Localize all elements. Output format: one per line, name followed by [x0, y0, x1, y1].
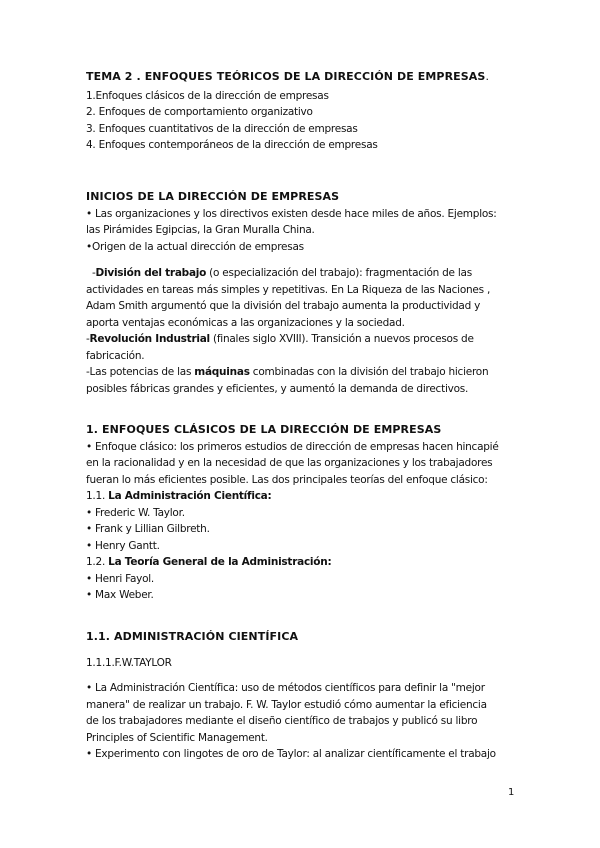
toc-item: 3. Enfoques cuantitativos de la dirección de empresas	[86, 122, 358, 135]
maquinas-line: -Las potencias de las máquinas combinadas con la división del trabajo hicieron	[86, 366, 489, 378]
subsection-heading: 1.2. La Teoría General de la Administración:	[86, 556, 332, 568]
section-cientifica	[86, 629, 526, 763]
toc-item: 2. Enfoques de comportamiento organizativo	[86, 106, 313, 118]
paragraph-line: • La Administración Científica: uso de métodos científicos para definir la "mejor	[86, 682, 485, 694]
list-item: • Henri Fayol.	[86, 572, 155, 585]
list-item: • Frederic W. Taylor.	[86, 506, 185, 519]
paragraph-line: en la racionalidad y en la necesidad de que las organizaciones y los trabajadores	[86, 457, 493, 469]
paragraph-line: aporta ventajas económicas a las organizaciones y la sociedad.	[86, 316, 405, 329]
paragraph-line: posibles fábricas grandes y eficientes, y aumentó la demanda de directivos.	[86, 382, 469, 395]
section-heading: 1.1. ADMINISTRACIÓN CIENTÍFICA	[86, 630, 299, 643]
section-heading: 1. ENFOQUES CLÁSICOS DE LA DIRECCIÓN DE EMPRESAS	[86, 423, 442, 436]
toc-item: 4. Enfoques contemporáneos de la dirección de empresas	[86, 139, 378, 151]
document-title: TEMA 2 . ENFOQUES TEÓRICOS DE LA DIRECCIÓN DE EMPRESAS.	[86, 70, 490, 83]
paragraph-line: fabricación.	[86, 349, 145, 362]
paragraph-line: manera" de realizar un trabajo. F. W. Taylor estudió cómo aumentar la eficiencia	[86, 698, 487, 711]
section-clasicos	[86, 422, 526, 604]
title-block	[86, 69, 526, 154]
section-heading: INICIOS DE LA DIRECCIÓN DE EMPRESAS	[86, 190, 340, 203]
section-inicios	[86, 189, 526, 397]
subsection-heading: 1.1. La Administración Científica:	[86, 490, 272, 502]
paragraph-line: fueran lo más eficientes posible. Las dos principales teorías del enfoque clásico:	[86, 473, 488, 486]
paragraph-line: Adam Smith argumentó que la división del trabajo aumenta la productividad y	[86, 300, 481, 312]
list-item: • Henry Gantt.	[86, 539, 160, 552]
paragraph-line: •Origen de la actual dirección de empresas	[86, 240, 304, 253]
toc-item: 1.Enfoques clásicos de la dirección de empresas	[86, 89, 329, 102]
page-number: 1	[508, 787, 515, 798]
subsection-heading: 1.1.1.F.W.TAYLOR	[86, 656, 172, 669]
list-item: • Max Weber.	[86, 589, 154, 601]
paragraph-line: • Enfoque clásico: los primeros estudios de dirección de empresas hacen hincapié	[86, 440, 499, 453]
paragraph-line: • Las organizaciones y los directivos existen desde hace miles de años. Ejemplos:	[86, 207, 497, 220]
paragraph-line: • Experimento con lingotes de oro de Taylor: al analizar científicamente el trabajo	[86, 748, 496, 760]
paragraph-line: las Pirámides Egipcias, la Gran Muralla China.	[86, 224, 315, 236]
paragraph-line: de los trabajadores mediante el diseño científico de trabajos y publicó su libro	[86, 715, 478, 727]
paragraph-line: Principles of Scientific Management.	[86, 731, 268, 744]
revolucion-line: -Revolución Industrial (finales siglo XVIII). Transición a nuevos procesos de	[86, 333, 474, 345]
paragraph-line: actividades en tareas más simples y repetitivas. En La Riqueza de las Naciones ,	[86, 283, 491, 296]
list-item: • Frank y Lillian Gilbreth.	[86, 523, 210, 535]
division-line: -División del trabajo (o especialización del trabajo): fragmentación de las	[92, 267, 472, 279]
